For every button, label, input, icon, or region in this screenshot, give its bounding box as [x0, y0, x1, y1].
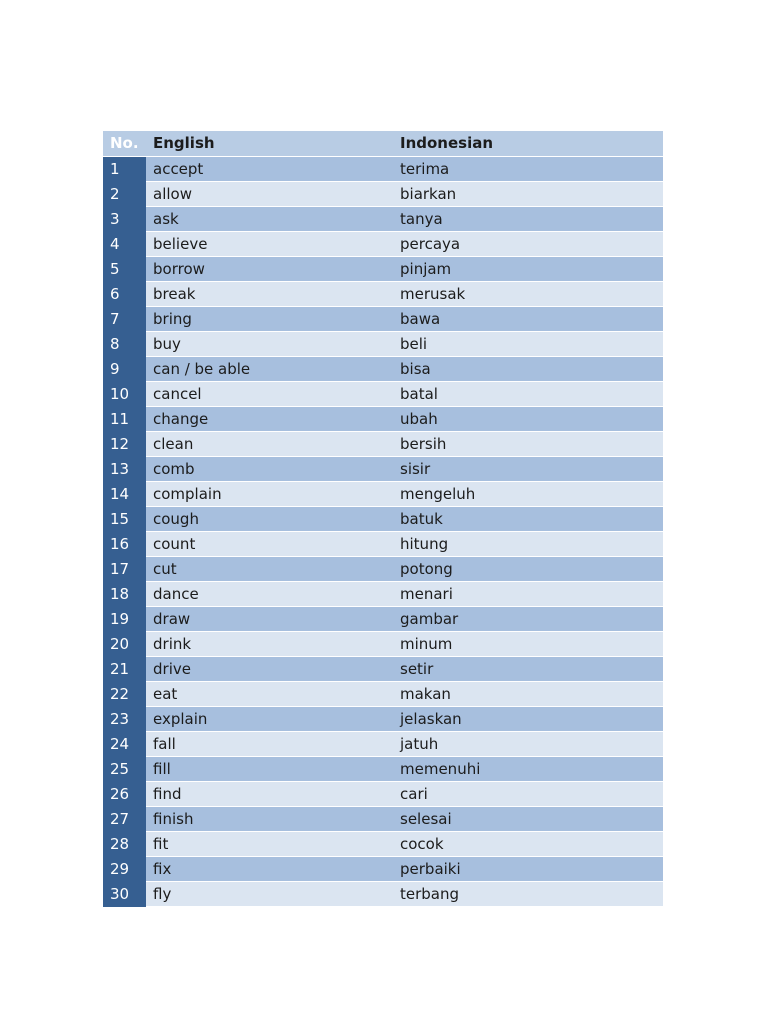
- indonesian-word: biarkan: [393, 181, 663, 206]
- row-number: 24: [103, 731, 146, 756]
- table-row: [103, 531, 663, 556]
- english-word: fix: [146, 856, 393, 881]
- vocabulary-table: [103, 131, 663, 907]
- indonesian-word: setir: [393, 656, 663, 681]
- indonesian-word: makan: [393, 681, 663, 706]
- table-row: [103, 556, 663, 581]
- indonesian-word: batuk: [393, 506, 663, 531]
- row-number: 15: [103, 506, 146, 531]
- indonesian-word: gambar: [393, 606, 663, 631]
- row-number: 4: [103, 231, 146, 256]
- row-number: 26: [103, 781, 146, 806]
- english-word: ask: [146, 206, 393, 231]
- indonesian-word: minum: [393, 631, 663, 656]
- table-row: [103, 231, 663, 256]
- row-number: 27: [103, 806, 146, 831]
- english-word: cough: [146, 506, 393, 531]
- english-word: fly: [146, 881, 393, 906]
- row-number: 22: [103, 681, 146, 706]
- table-body: [103, 156, 663, 906]
- table-row: [103, 806, 663, 831]
- indonesian-word: bisa: [393, 356, 663, 381]
- english-word: buy: [146, 331, 393, 356]
- indonesian-word: mengeluh: [393, 481, 663, 506]
- header-number: No.: [103, 131, 146, 156]
- english-word: change: [146, 406, 393, 431]
- indonesian-word: pinjam: [393, 256, 663, 281]
- table-row: [103, 381, 663, 406]
- indonesian-word: batal: [393, 381, 663, 406]
- table-row: [103, 156, 663, 181]
- table-row: [103, 281, 663, 306]
- english-word: fill: [146, 756, 393, 781]
- indonesian-word: bawa: [393, 306, 663, 331]
- table-row: [103, 306, 663, 331]
- row-number: 30: [103, 881, 146, 906]
- table-row: [103, 431, 663, 456]
- table-row: [103, 456, 663, 481]
- indonesian-word: cocok: [393, 831, 663, 856]
- english-word: believe: [146, 231, 393, 256]
- table-row: [103, 831, 663, 856]
- english-word: borrow: [146, 256, 393, 281]
- row-number: 13: [103, 456, 146, 481]
- english-word: allow: [146, 181, 393, 206]
- table-row: [103, 506, 663, 531]
- indonesian-word: merusak: [393, 281, 663, 306]
- row-number: 28: [103, 831, 146, 856]
- indonesian-word: percaya: [393, 231, 663, 256]
- row-number: 16: [103, 531, 146, 556]
- indonesian-word: memenuhi: [393, 756, 663, 781]
- row-number: 19: [103, 606, 146, 631]
- english-word: dance: [146, 581, 393, 606]
- table-row: [103, 181, 663, 206]
- table-row: [103, 731, 663, 756]
- english-word: fit: [146, 831, 393, 856]
- table-row: [103, 206, 663, 231]
- row-number: 12: [103, 431, 146, 456]
- indonesian-word: hitung: [393, 531, 663, 556]
- indonesian-word: ubah: [393, 406, 663, 431]
- row-number: 17: [103, 556, 146, 581]
- table-row: [103, 406, 663, 431]
- indonesian-word: perbaiki: [393, 856, 663, 881]
- table-header: [103, 131, 663, 156]
- english-word: fall: [146, 731, 393, 756]
- header-row: [103, 131, 663, 156]
- row-number: 21: [103, 656, 146, 681]
- row-number: 14: [103, 481, 146, 506]
- table-row: [103, 856, 663, 881]
- english-word: drive: [146, 656, 393, 681]
- table-row: [103, 756, 663, 781]
- row-number: 20: [103, 631, 146, 656]
- english-word: break: [146, 281, 393, 306]
- indonesian-word: terima: [393, 156, 663, 181]
- table-row: [103, 356, 663, 381]
- row-number: 1: [103, 156, 146, 181]
- indonesian-word: beli: [393, 331, 663, 356]
- english-word: find: [146, 781, 393, 806]
- indonesian-word: terbang: [393, 881, 663, 906]
- table-row: [103, 256, 663, 281]
- table-row: [103, 781, 663, 806]
- row-number: 10: [103, 381, 146, 406]
- row-number: 23: [103, 706, 146, 731]
- row-number: 9: [103, 356, 146, 381]
- row-number: 11: [103, 406, 146, 431]
- table-row: [103, 481, 663, 506]
- english-word: eat: [146, 681, 393, 706]
- indonesian-word: jelaskan: [393, 706, 663, 731]
- table-row: [103, 581, 663, 606]
- english-word: finish: [146, 806, 393, 831]
- header-english: English: [146, 131, 393, 156]
- english-word: draw: [146, 606, 393, 631]
- table-row: [103, 706, 663, 731]
- english-word: can / be able: [146, 356, 393, 381]
- indonesian-word: jatuh: [393, 731, 663, 756]
- table-row: [103, 681, 663, 706]
- english-word: clean: [146, 431, 393, 456]
- english-word: drink: [146, 631, 393, 656]
- row-number: 29: [103, 856, 146, 881]
- header-indonesian: Indonesian: [393, 131, 663, 156]
- row-number: 6: [103, 281, 146, 306]
- indonesian-word: selesai: [393, 806, 663, 831]
- table-row: [103, 656, 663, 681]
- english-word: accept: [146, 156, 393, 181]
- row-number: 7: [103, 306, 146, 331]
- english-word: cut: [146, 556, 393, 581]
- row-number: 5: [103, 256, 146, 281]
- english-word: cancel: [146, 381, 393, 406]
- indonesian-word: menari: [393, 581, 663, 606]
- table-row: [103, 881, 663, 906]
- row-number: 18: [103, 581, 146, 606]
- english-word: explain: [146, 706, 393, 731]
- table-row: [103, 331, 663, 356]
- indonesian-word: potong: [393, 556, 663, 581]
- row-number: 3: [103, 206, 146, 231]
- indonesian-word: cari: [393, 781, 663, 806]
- row-number: 2: [103, 181, 146, 206]
- english-word: comb: [146, 456, 393, 481]
- row-number: 8: [103, 331, 146, 356]
- english-word: complain: [146, 481, 393, 506]
- table-row: [103, 631, 663, 656]
- indonesian-word: sisir: [393, 456, 663, 481]
- english-word: count: [146, 531, 393, 556]
- english-word: bring: [146, 306, 393, 331]
- indonesian-word: tanya: [393, 206, 663, 231]
- table-row: [103, 606, 663, 631]
- row-number: 25: [103, 756, 146, 781]
- indonesian-word: bersih: [393, 431, 663, 456]
